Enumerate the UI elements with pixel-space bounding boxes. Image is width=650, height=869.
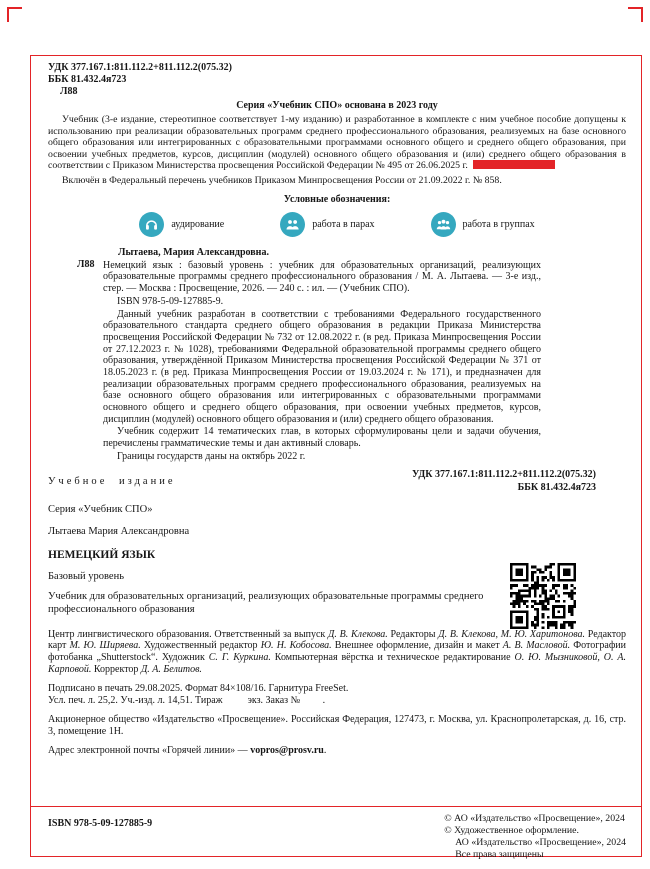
- udk-code-top: УДК 377.167.1:811.112.2+811.112.2(075.32): [48, 62, 232, 73]
- crop-mark-top-left: [7, 7, 22, 22]
- bottom-classification-codes: [412, 469, 596, 493]
- credits-paragraph: [48, 629, 626, 676]
- credit-person-name: С. Г. Куркина.: [208, 652, 271, 664]
- group-icon: [431, 212, 456, 237]
- udk-code-bottom: УДК 377.167.1:811.112.2+811.112.2(075.32): [412, 469, 596, 481]
- copyright-line: Все права защищены: [455, 849, 544, 861]
- card-isbn: ISBN 978-5-09-127885-9.: [117, 295, 224, 307]
- bbk-code-top: ББК 81.432.4я723: [48, 73, 127, 85]
- footer: [48, 813, 626, 862]
- legend-label-groups: работа в группах: [462, 219, 535, 231]
- credit-person-name: Ю. Н. Кобосова.: [260, 640, 332, 652]
- federal-list-note: Включён в Федеральный перечень учебников Приказом Минпросвещения России от 21.09.2022 г. № 858.: [62, 174, 502, 186]
- credit-person-name: Д. А. Белитов.: [140, 664, 202, 676]
- copyright-line: АО «Издательство «Просвещение», 2024: [455, 837, 626, 849]
- classification-block: [48, 62, 626, 97]
- book-title: НЕМЕЦКИЙ ЯЗЫК: [48, 549, 156, 562]
- edition-type-label: Учебное издание: [48, 476, 176, 488]
- copyright-block: [444, 813, 626, 862]
- hotline-email-suffix: .: [323, 744, 327, 756]
- credit-role-text: Фотографии фотобанка „Shutterstock“. Художник: [48, 640, 627, 664]
- edition-series: Серия «Учебник СПО»: [48, 503, 153, 515]
- legend-label-pairs: работа в парах: [312, 219, 375, 231]
- credit-person-name: Д. В. Клекова, М. Ю. Харитонова.: [438, 628, 585, 640]
- credit-role-text: Центр лингвистического образования. Ответственный за выпуск: [48, 628, 329, 640]
- redaction-mark: [473, 160, 555, 169]
- copyright-line: © Художественное оформление.: [444, 825, 579, 837]
- credit-role-text: Внешнее оформление, дизайн и макет: [331, 640, 503, 652]
- hotline-email-prefix: Адрес электронной почты «Горячей линии» —: [48, 744, 251, 756]
- crop-mark-top-right: [628, 7, 643, 22]
- copyright-line: © АО «Издательство «Просвещение», 2024: [444, 813, 625, 824]
- author-sign-code-top: Л88: [60, 85, 78, 97]
- hotline-email-line: [48, 745, 626, 757]
- credit-role-text: Корректор: [91, 664, 141, 676]
- credit-person-name: М. Ю. Ширяева.: [69, 640, 141, 652]
- legend-item-audio: [139, 212, 224, 237]
- footer-divider-line: [30, 806, 642, 807]
- credit-role-text: Редакторы: [387, 628, 439, 640]
- credit-role-text: Компьютерная вёрстка и техническое редактирование: [270, 652, 515, 664]
- credit-person-name: О. Ю. Мызниковой, О. А. Карповой.: [48, 652, 627, 676]
- legend-item-pairs: [280, 212, 374, 237]
- hotline-email: vopros@prosv.ru: [250, 744, 324, 756]
- credit-role-text: Редактор карт: [48, 628, 626, 652]
- book-subtitle: Учебник для образовательных организаций, реализующих образовательные программы среднего профессионального образования: [48, 591, 484, 616]
- legend-label-audio: аудирование: [171, 219, 225, 231]
- credit-role-text: Художественный редактор: [140, 640, 261, 652]
- catalog-card: [77, 247, 541, 462]
- edition-author: Лытаева Мария Александровна: [48, 526, 190, 538]
- card-description: Немецкий язык : базовый уровень : учебник для образовательных организаций, реализующих образовательные программы среднего профессионального образования / М. А. Лытаева. — 3-е изд., стер. — Москва : Просвещение, 2026. — 240 с. : ил. — (Учебник СПО).: [103, 259, 541, 295]
- headphones-icon: [139, 212, 164, 237]
- footer-isbn: ISBN 978-5-09-127885-9: [48, 818, 153, 829]
- pair-icon: [280, 212, 305, 237]
- page-content: [48, 62, 626, 757]
- approval-paragraph: [48, 114, 626, 171]
- card-author-heading: Лытаева, Мария Александровна.: [118, 247, 269, 259]
- card-borders-note: Границы государств даны на октябрь 2022 г.: [117, 450, 306, 462]
- card-annotation: Данный учебник разработан в соответствии с требованиями Федерального государственного образовательного стандарта среднего общего образования в редакции Приказа Министерства просвещения Российской Федерации № 732 от 12.08.2022 г. (в ред. Приказа Минпросвещения России от 27.12.2023 г. № 1028), требованиями Федеральной образовательной программы среднего общего образования, утверждённой Приказом Министерства просвещения Российской Федерации № 371 от 18.05.2023 г. (в ред. Приказа Минпросвещения России от 19.03.2024 г. № 171), и предназначен для реализации образовательных программ среднего профессионального образования, реализуемых на базе основного общего образования или интегрированных с образовательными программами основного общего и среднего общего образования, при освоении учебных предметов, курсов, дисциплин (модулей) основного общего образования и (или) среднего общего образования.: [103, 308, 541, 425]
- credit-person-name: Д. В. Клекова.: [328, 628, 388, 640]
- credit-person-name: А. В. Масловой.: [502, 640, 571, 652]
- approval-text: Учебник (3-е издание, стереотипное соответствует 1-му изданию) и разработанное в комплекте с ним учебное пособие допущены к использованию при реализации образовательных программ среднего профессионального образования, реализуемых на базе основного общего образования или интегрированных с образовательными программами основного общего и среднего общего образования, при освоении учебных предметов, курсов, дисциплин (модулей) основного общего образования и (или) среднего общего образования в соответствии с Приказом Министерства просвещения Российской Федерации № 495 от 26.06.2025 г.: [48, 114, 626, 172]
- print-info-line: Подписано в печать 29.08.2025. Формат 84×108/16. Гарнитура FreeSet.: [48, 682, 349, 694]
- book-level: Базовый уровень: [48, 570, 124, 582]
- publisher-address: Акционерное общество «Издательство «Просвещение». Российская Федерация, 127473, г. Москва, ул. Краснопролетарская, д. 16, стр. 3, помещение 1Н.: [48, 713, 626, 737]
- edition-codes-row: [48, 469, 626, 493]
- series-founded-note: Серия «Учебник СПО» основана в 2023 году: [236, 100, 438, 112]
- bbk-code-bottom: ББК 81.432.4я723: [517, 481, 596, 493]
- legend-item-groups: [431, 212, 535, 237]
- card-contents-note: Учебник содержит 14 тематических глав, в которых сформулированы цели и задачи обучения, перечислены грамматические темы и дан активный словарь.: [103, 426, 541, 450]
- legend-title: Условные обозначения:: [283, 194, 391, 206]
- card-author-sign-code: Л88: [77, 258, 95, 270]
- qr-code: [510, 563, 576, 629]
- volume-info-line: Усл. печ. л. 25,2. Уч.-изд. л. 14,51. Тираж экз. Заказ № .: [48, 694, 326, 706]
- legend-row: [48, 212, 626, 237]
